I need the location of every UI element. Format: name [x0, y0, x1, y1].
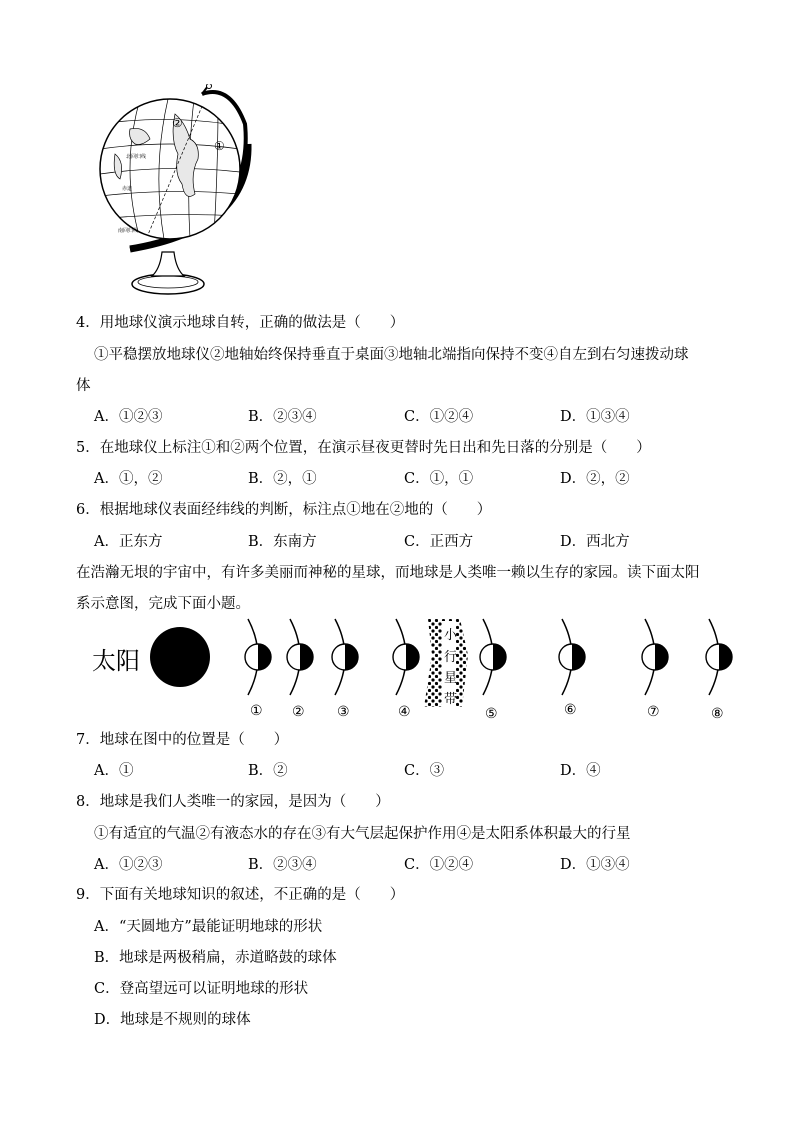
planet-number-8: ⑧ — [711, 706, 724, 722]
planet-number-1: ① — [250, 703, 263, 719]
q4-option-a: A．①②③ — [94, 409, 163, 425]
q4-option-c: C．①②④ — [404, 409, 474, 425]
svg-text:南回归线: 南回归线 — [118, 228, 139, 234]
planet-number-3: ③ — [337, 704, 350, 720]
globe-marker-2: ② — [172, 116, 183, 130]
intro-line-1: 在浩瀚无垠的宇宙中，有许多美丽而神秘的星球，而地球是人类唯一赖以生存的家园。读下面太阳 — [76, 565, 700, 581]
q7-stem: 7．地球在图中的位置是（ ） — [76, 732, 289, 748]
planet-night-side — [406, 644, 419, 670]
q6-stem: 6．根据地球仪表面经纬线的判断，标注点①地在②地的（ ） — [76, 502, 492, 518]
planet-night-side — [719, 644, 732, 670]
q5-stem: 5．在地球仪上标注①和②两个位置，在演示昼夜更替时先日出和先日落的分别是（ ） — [76, 440, 651, 456]
q5-option-a: A．①，② — [94, 471, 163, 487]
q4-statements-line1: ①平稳摆放地球仪②地轴始终保持垂直于桌面③地轴北端指向保持不变④自左到右匀速拨动球 — [94, 347, 689, 363]
planet-night-side — [493, 644, 506, 670]
q4-option-b: B．②③④ — [248, 409, 317, 425]
svg-text:赤道: 赤道 — [122, 186, 133, 192]
q5-option-b: B．②，① — [248, 471, 317, 487]
q9-option-c: C．登高望远可以证明地球的形状 — [94, 981, 309, 997]
asteroid-belt-char-4: 带 — [444, 692, 458, 707]
q7-option-b: B．② — [248, 763, 288, 779]
globe-figure — [90, 84, 265, 299]
asteroid-belt-char-1: 小 — [444, 628, 458, 643]
sun — [150, 627, 210, 687]
q8-option-d: D．①③④ — [560, 857, 630, 873]
planet-night-side — [258, 644, 271, 670]
q7-option-d: D．④ — [560, 763, 601, 779]
asteroid-belt-char-3: 星 — [444, 671, 458, 686]
q8-option-b: B．②③④ — [248, 857, 317, 873]
q4-statements-line2: 体 — [76, 378, 91, 394]
planet-number-5: ⑤ — [485, 706, 498, 722]
q9-option-d: D．地球是不规则的球体 — [94, 1012, 251, 1028]
planet-number-6: ⑥ — [564, 702, 577, 718]
q6-option-b: B．东南方 — [248, 534, 317, 550]
solar-system-figure — [88, 615, 748, 725]
asteroid-belt-char-2: 行 — [444, 650, 458, 665]
q4-stem: 4．用地球仪演示地球自转，正确的做法是（ ） — [76, 315, 405, 331]
sun-label: 太阳 — [92, 647, 140, 675]
q6-option-d: D．西北方 — [560, 534, 630, 550]
q4-option-d: D．①③④ — [560, 409, 630, 425]
q9-option-b: B．地球是两极稍扁，赤道略鼓的球体 — [94, 950, 337, 966]
q6-option-c: C．正西方 — [404, 534, 474, 550]
q8-option-a: A．①②③ — [94, 857, 163, 873]
planet-night-side — [345, 644, 358, 670]
planet-number-4: ④ — [398, 704, 411, 720]
planet-night-side — [300, 644, 313, 670]
q8-stem: 8．地球是我们人类唯一的家园，是因为（ ） — [76, 794, 390, 810]
q7-option-a: A．① — [94, 763, 134, 779]
intro-line-2: 系示意图，完成下面小题。 — [76, 596, 250, 612]
svg-text:北回归线: 北回归线 — [126, 154, 147, 160]
q9-stem: 9．下面有关地球知识的叙述，不正确的是（ ） — [76, 887, 405, 903]
planet-number-2: ② — [292, 704, 305, 720]
q8-option-c: C．①②④ — [404, 857, 474, 873]
q6-option-a: A．正东方 — [94, 534, 163, 550]
q9-option-a: A．“天圆地方”最能证明地球的形状 — [94, 919, 323, 935]
q5-option-d: D．②，② — [560, 471, 630, 487]
globe-marker-1: ① — [214, 139, 225, 153]
q8-statements: ①有适宜的气温②有液态水的存在③有大气层起保护作用④是太阳系体积最大的行星 — [94, 826, 631, 842]
q7-option-c: C．③ — [404, 763, 445, 779]
planet-night-side — [572, 644, 585, 670]
planet-number-7: ⑦ — [647, 704, 660, 720]
q5-option-c: C．①，① — [404, 471, 474, 487]
planet-night-side — [655, 644, 668, 670]
